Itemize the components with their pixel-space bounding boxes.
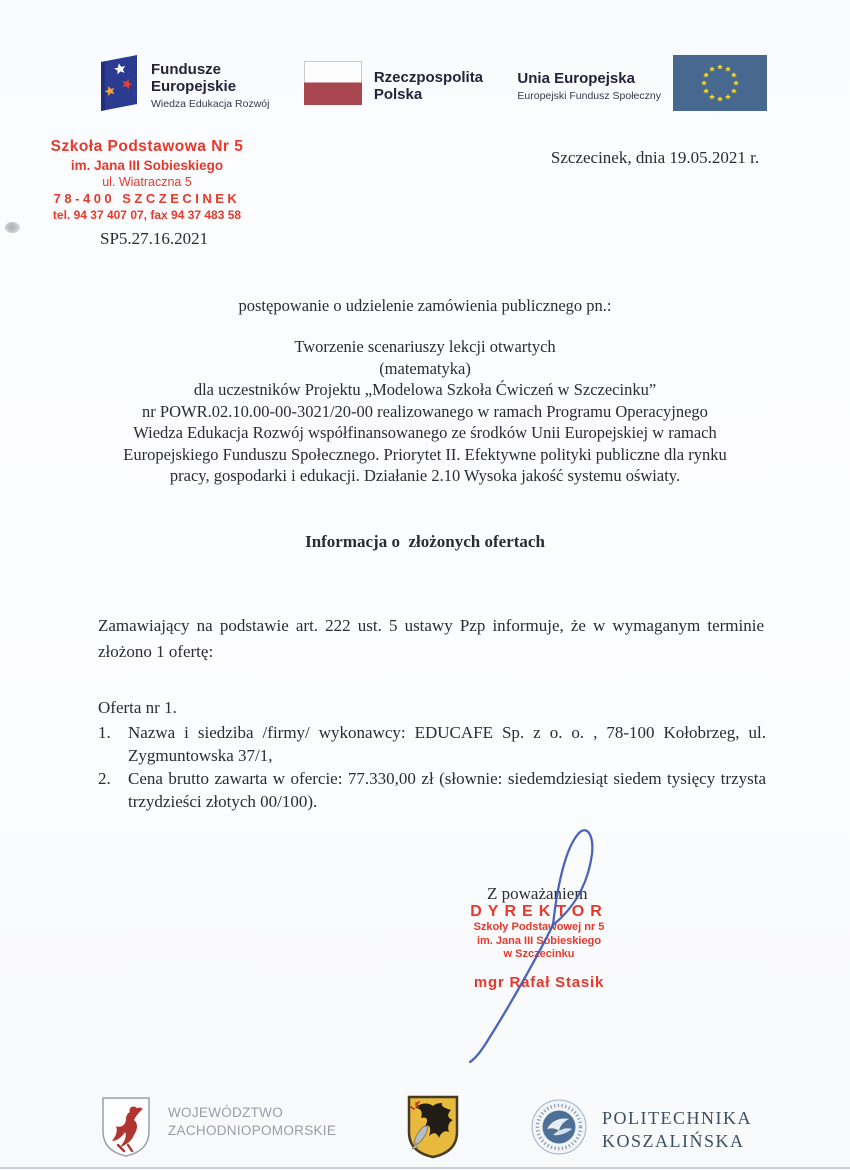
university-line1: POLITECHNIKA bbox=[601, 1107, 752, 1128]
header-logos bbox=[95, 54, 767, 117]
director-stamp-line: im. Jana III Sobieskiego bbox=[476, 934, 602, 947]
notice-paragraph: Zamawiający na podstawie art. 222 ust. 5 ustawy Pzp informuje, że w wymaganym terminie złożono 1 ofertę: bbox=[98, 616, 764, 661]
voivodeship-line2: ZACHODNIOPOMORSKIE bbox=[168, 1123, 337, 1138]
date-line: Szczecinek, dnia 19.05.2021 r. bbox=[550, 148, 760, 167]
university-seal-icon bbox=[530, 1098, 588, 1161]
school-stamp-name: Szkoła Podstawowa Nr 5 bbox=[50, 138, 244, 155]
project-line: pracy, gospodarki i edukacji. Działanie 2.10 Wysoka jakość systemu oświaty. bbox=[169, 466, 681, 485]
scan-artifact bbox=[5, 222, 20, 233]
project-line: dla uczestników Projektu „Modelowa Szkoła Ćwiczeń w Szczecinku” bbox=[193, 380, 657, 399]
offer-item bbox=[98, 767, 766, 813]
project-line: nr POWR.02.10.00-00-3021/20-00 realizowanego w ramach Programu Operacyjnego bbox=[142, 401, 708, 421]
school-stamp bbox=[28, 138, 266, 222]
project-line: Wiedza Edukacja Rozwój współfinansowanego ze środków Unii Europejskiej w ramach bbox=[133, 423, 717, 442]
offer-list bbox=[98, 721, 766, 813]
project-line: Europejskiego Funduszu Społecznego. Priorytet II. Efektywne polityki publiczne dla rynku bbox=[123, 444, 727, 464]
director-stamp-name: mgr Rafał Stasik bbox=[473, 973, 605, 991]
school-stamp-street: ul. Wiatraczna 5 bbox=[102, 175, 192, 189]
offer-item bbox=[98, 721, 766, 767]
polish-flag-icon bbox=[304, 61, 362, 110]
voivodeship-line1: WOJEWÓDZTWO bbox=[168, 1105, 284, 1120]
project-line: (matematyka) bbox=[379, 358, 471, 378]
director-stamp-title: DYREKTOR bbox=[470, 903, 608, 920]
poland-line1: Rzeczpospolita bbox=[373, 68, 484, 86]
reference-number: SP5.27.16.2021 bbox=[100, 229, 209, 248]
eu-funds-title-line2: Europejskie bbox=[151, 78, 237, 95]
offer-item-text: Cena brutto zawarta w ofercie: 77.330,00 zł (słownie: siedemdziesiąt siedem tysięcy trzysta trzydzieści złotych 00/100). bbox=[128, 769, 766, 811]
offer-title: Oferta nr 1. bbox=[98, 698, 177, 717]
eu-funds-subtitle: Wiedza Edukacja Rozwój bbox=[151, 98, 270, 110]
handwritten-signature-icon bbox=[440, 822, 620, 1075]
director-stamp-line: w Szczecinku bbox=[503, 948, 575, 960]
info-heading: Informacja o złożonych ofertach bbox=[305, 532, 545, 551]
poland-label bbox=[374, 69, 483, 103]
footer-logos bbox=[100, 1094, 752, 1165]
university-label bbox=[602, 1107, 752, 1153]
director-stamp-line: Szkoły Podstawowej nr 5 bbox=[473, 921, 605, 933]
offer-item-number: 2. bbox=[98, 769, 111, 788]
poland-line2: Polska bbox=[373, 85, 423, 103]
intro-line: postępowanie o udzielenie zamówienia publicznego pn.: bbox=[238, 296, 612, 315]
offer-item-number: 1. bbox=[98, 723, 111, 742]
voivodeship-logo-group bbox=[100, 1095, 336, 1164]
eu-funds-label bbox=[151, 61, 269, 110]
university-line2: KOSZALIŃSKA bbox=[601, 1130, 745, 1151]
griffin-shield-icon bbox=[100, 1095, 152, 1164]
eu-flag-icon bbox=[673, 55, 767, 116]
szczecinek-arms-icon bbox=[406, 1094, 460, 1165]
poland-logo-group bbox=[304, 61, 483, 110]
project-line: Tworzenie scenariuszy lekcji otwartych bbox=[294, 337, 556, 356]
school-stamp-city: 78-400 SZCZECINEK bbox=[53, 191, 241, 206]
eu-funds-flag-icon bbox=[95, 54, 141, 117]
voivodeship-label bbox=[168, 1104, 336, 1140]
university-logo-group bbox=[530, 1098, 752, 1161]
school-stamp-phone: tel. 94 37 407 07, fax 94 37 483 58 bbox=[52, 208, 242, 222]
eu-logo-group bbox=[517, 55, 767, 116]
eu-subtitle: Europejski Fundusz Społeczny bbox=[517, 89, 661, 102]
eu-label bbox=[517, 70, 661, 102]
project-description bbox=[75, 336, 775, 487]
eu-title: Unia Europejska bbox=[517, 69, 635, 87]
eu-funds-title-line1: Fundusze bbox=[151, 61, 221, 78]
eu-funds-logo-group bbox=[95, 54, 269, 117]
offer-item-text: Nazwa i siedziba /firmy/ wykonawcy: EDUCAFE Sp. z o. o. , 78-100 Kołobrzeg, ul. Zygmuntowska 37/1, bbox=[128, 723, 766, 765]
scan-edge-line bbox=[0, 1167, 850, 1169]
school-stamp-patron: im. Jana III Sobieskiego bbox=[70, 158, 224, 173]
closing-salutation: Z poważaniem bbox=[487, 884, 588, 903]
